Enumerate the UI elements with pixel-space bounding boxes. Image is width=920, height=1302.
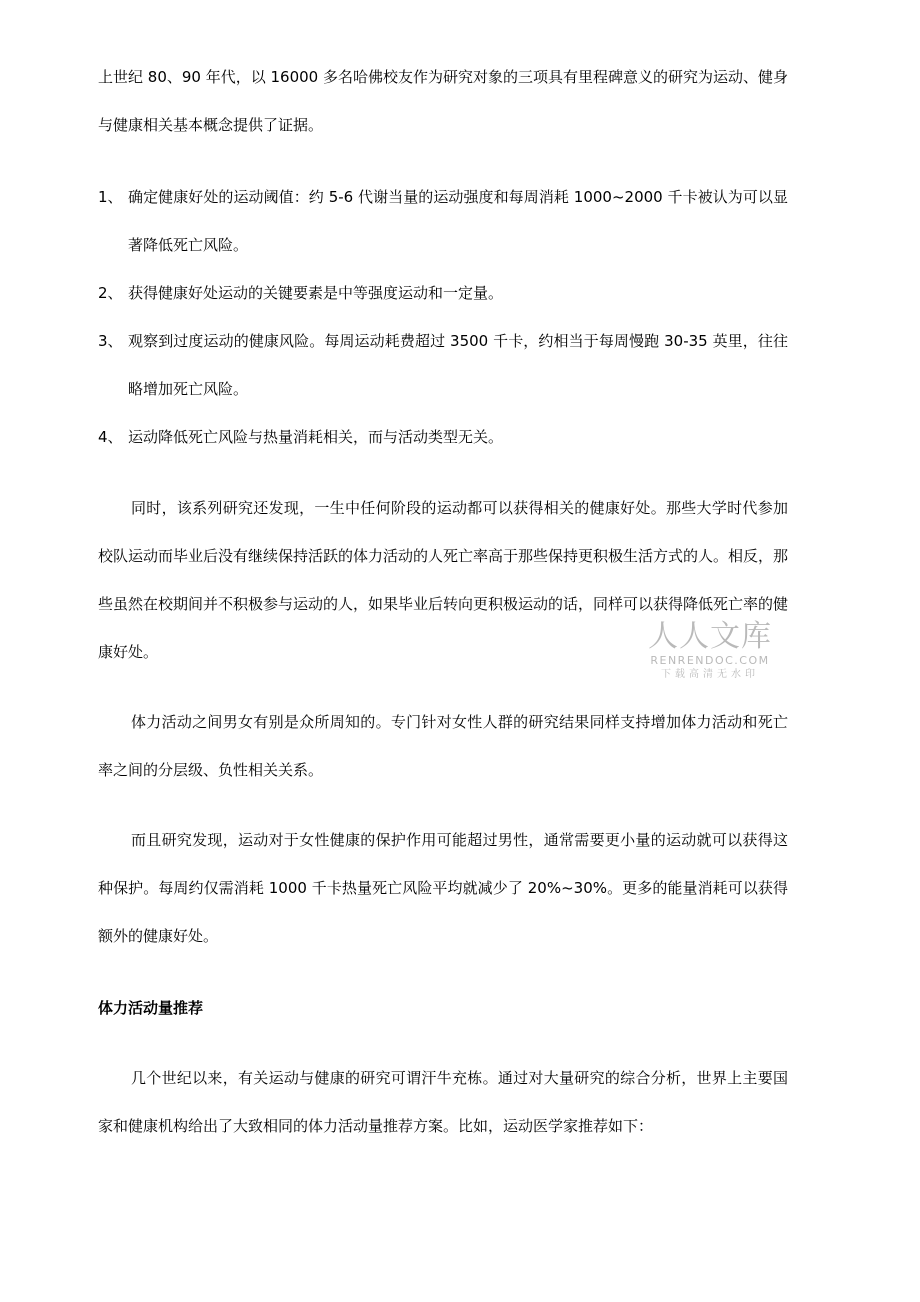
list-number: 4、 <box>98 428 123 446</box>
watermark-url: RENRENDOC.COM <box>650 654 770 667</box>
women-paragraph: 而且研究发现，运动对于女性健康的保护作用可能超过男性，通常需要更小量的运动就可以获得这种保护。每周约仅需消耗 1000 千卡热量死亡风险平均就减少了 20%~30%。更多的能量消耗可以获得额外的健康好处。 <box>98 831 788 945</box>
list-item-1 <box>98 173 788 269</box>
list-item-2 <box>98 269 788 317</box>
intro-paragraph: 上世纪 80、90 年代，以 16000 多名哈佛校友作为研究对象的三项具有里程碑意义的研究为运动、健身与健康相关基本概念提供了证据。 <box>98 68 788 134</box>
list-number: 3、 <box>98 332 123 350</box>
list-number: 2、 <box>98 284 123 302</box>
list-number: 1、 <box>98 188 123 206</box>
list-item-4 <box>98 413 788 461</box>
list-text: 观察到过度运动的健康风险。每周运动耗费超过 3500 千卡，约相当于每周慢跑 30-35 英里，往往略增加死亡风险。 <box>128 332 788 398</box>
section-heading: 体力活动量推荐 <box>98 999 204 1017</box>
meanwhile-paragraph: 同时，该系列研究还发现，一生中任何阶段的运动都可以获得相关的健康好处。那些大学时代参加校队运动而毕业后没有继续保持活跃的体力活动的人死亡率高于那些保持更积极生活方式的人。相反，那些虽然在校期间并不积极参与运动的人，如果毕业后转向更积极运动的话，同样可以获得降低死亡率的健康好处。 <box>98 499 789 661</box>
list-text: 获得健康好处运动的关键要素是中等强度运动和一定量。 <box>128 284 504 302</box>
watermark-subtitle: 下载高清无水印 <box>661 669 759 680</box>
centuries-paragraph: 几个世纪以来，有关运动与健康的研究可谓汗牛充栋。通过对大量研究的综合分析，世界上主要国家和健康机构给出了大致相同的体力活动量推荐方案。比如，运动医学家推荐如下： <box>98 1069 788 1135</box>
watermark-logo <box>645 620 775 682</box>
list-text: 确定健康好处的运动阈值：约 5-6 代谢当量的运动强度和每周消耗 1000~2000 千卡被认为可以显著降低死亡风险。 <box>128 188 788 254</box>
list-text: 运动降低死亡风险与热量消耗相关，而与活动类型无关。 <box>128 428 504 446</box>
watermark-title: 人人文库 <box>648 619 772 654</box>
gender-paragraph: 体力活动之间男女有别是众所周知的。专门针对女性人群的研究结果同样支持增加体力活动和死亡率之间的分层级、负性相关关系。 <box>98 713 788 779</box>
list-item-3 <box>98 317 788 413</box>
